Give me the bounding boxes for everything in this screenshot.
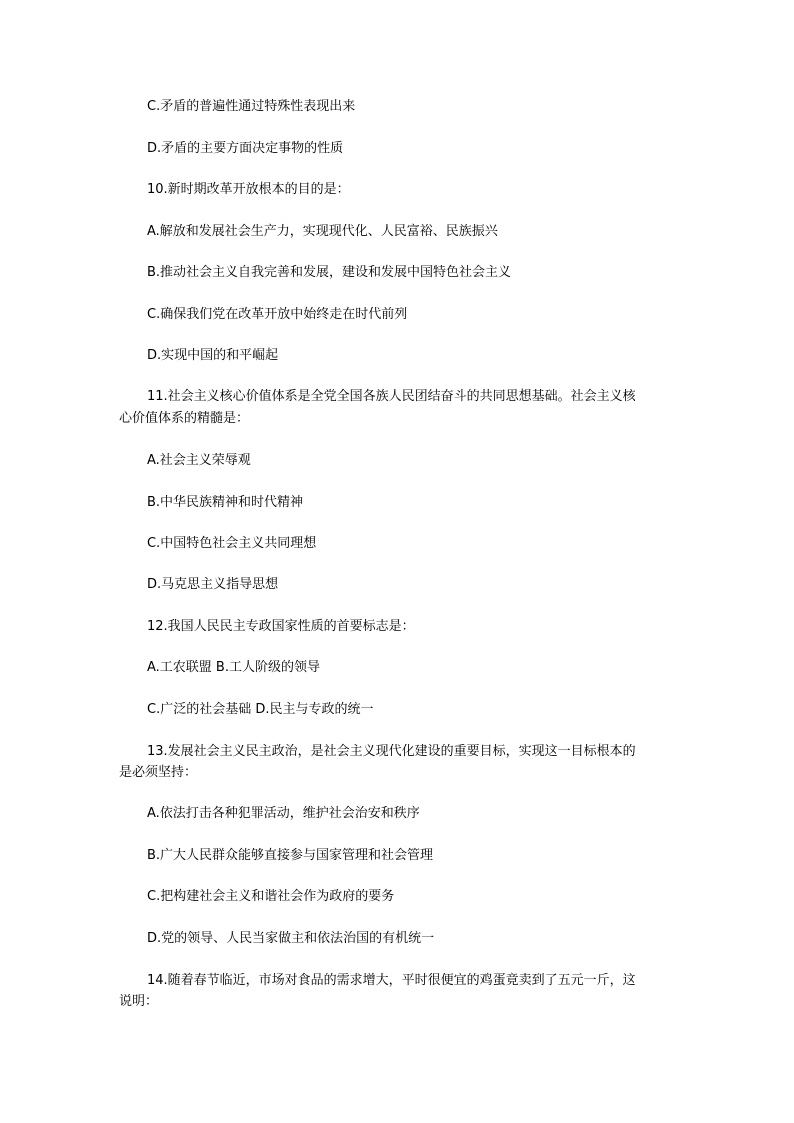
question-10: 10.新时期改革开放根本的目的是： (147, 182, 350, 197)
option-b-q10: B.推动社会主义自我完善和发展，建设和发展中国特色社会主义 (147, 265, 512, 280)
option-d-q9: D.矛盾的主要方面决定事物的性质 (147, 141, 344, 156)
option-a-q11: A.社会主义荣辱观 (147, 453, 251, 468)
option-d-q13: D.党的领导、人民当家做主和依法治国的有机统一 (147, 931, 435, 946)
question-13-continued: 是必须坚持： (119, 765, 198, 780)
option-c-q9: C.矛盾的普遍性通过特殊性表现出来 (147, 99, 356, 114)
option-b-q11: B.中华民族精神和时代精神 (147, 495, 304, 510)
options-cd-q12: C.广泛的社会基础 D.民主与专政的统一 (147, 702, 374, 717)
options-ab-q12: A.工农联盟 B.工人阶级的领导 (147, 660, 320, 675)
option-c-q11: C.中国特色社会主义共同理想 (147, 536, 317, 551)
option-a-q10: A.解放和发展社会生产力，实现现代化、人民富裕、民族振兴 (147, 224, 498, 239)
option-d-q10: D.实现中国的和平崛起 (147, 348, 279, 363)
question-14: 14.随着春节临近，市场对食品的需求增大，平时很便宜的鸡蛋竟卖到了五元一斤，这 (147, 973, 636, 988)
option-c-q10: C.确保我们党在改革开放中始终走在时代前列 (147, 307, 408, 322)
option-c-q13: C.把构建社会主义和谐社会作为政府的要务 (147, 889, 395, 904)
option-b-q13: B.广大人民群众能够直接参与国家管理和社会管理 (147, 848, 434, 863)
question-11-continued: 心价值体系的精髓是： (119, 411, 250, 426)
option-d-q11: D.马克思主义指导思想 (147, 577, 279, 592)
question-11: 11.社会主义核心价值体系是全党全国各族人民团结奋斗的共同思想基础。社会主义核 (147, 389, 636, 404)
question-13: 13.发展社会主义民主政治，是社会主义现代化建设的重要目标，实现这一目标根本的 (147, 744, 636, 759)
option-a-q13: A.依法打击各种犯罪活动，维护社会治安和秩序 (147, 806, 420, 821)
question-14-continued: 说明： (119, 994, 159, 1009)
question-12: 12.我国人民民主专政国家性质的首要标志是： (147, 619, 415, 634)
